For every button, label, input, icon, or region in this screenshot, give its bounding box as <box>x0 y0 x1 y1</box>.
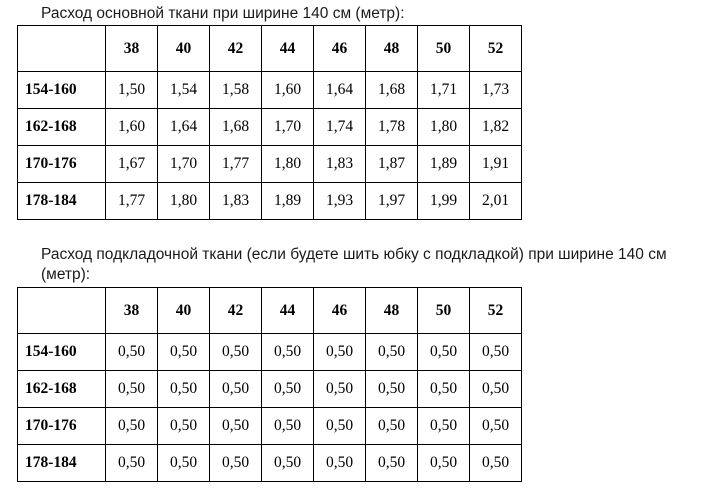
consumption-value-cell: 0,50 <box>158 371 210 408</box>
consumption-value-cell: 0,50 <box>314 445 366 482</box>
consumption-value-cell: 0,50 <box>262 334 314 371</box>
consumption-value-cell: 0,50 <box>314 371 366 408</box>
table-row <box>18 334 522 371</box>
consumption-value-cell: 1,83 <box>210 183 262 220</box>
consumption-value-cell: 1,80 <box>158 183 210 220</box>
consumption-value-cell: 0,50 <box>106 445 158 482</box>
consumption-value-cell: 0,50 <box>366 371 418 408</box>
table-row <box>18 146 522 183</box>
consumption-value-cell: 1,64 <box>158 109 210 146</box>
size-header-cell: 42 <box>210 26 262 72</box>
size-header-cell: 48 <box>366 26 418 72</box>
corner-cell <box>18 288 106 334</box>
consumption-value-cell: 1,58 <box>210 72 262 109</box>
height-range-cell: 178-184 <box>18 445 106 482</box>
size-header-cell: 50 <box>418 26 470 72</box>
size-header-cell: 52 <box>470 288 522 334</box>
consumption-value-cell: 1,97 <box>366 183 418 220</box>
consumption-value-cell: 0,50 <box>158 445 210 482</box>
consumption-value-cell: 1,89 <box>418 146 470 183</box>
consumption-value-cell: 1,77 <box>210 146 262 183</box>
size-header-cell: 50 <box>418 288 470 334</box>
main-fabric-caption: Расход основной ткани при ширине 140 см (метр): <box>41 5 405 22</box>
consumption-value-cell: 1,68 <box>366 72 418 109</box>
consumption-value-cell: 0,50 <box>158 408 210 445</box>
consumption-value-cell: 0,50 <box>418 371 470 408</box>
consumption-value-cell: 0,50 <box>470 334 522 371</box>
height-range-cell: 162-168 <box>18 371 106 408</box>
height-range-cell: 162-168 <box>18 109 106 146</box>
size-header-cell: 48 <box>366 288 418 334</box>
consumption-value-cell: 1,73 <box>470 72 522 109</box>
lining-fabric-table <box>17 287 522 482</box>
size-header-cell: 44 <box>262 26 314 72</box>
main-fabric-table <box>17 25 522 220</box>
consumption-value-cell: 1,89 <box>262 183 314 220</box>
consumption-value-cell: 1,60 <box>106 109 158 146</box>
size-header-cell: 40 <box>158 26 210 72</box>
consumption-value-cell: 0,50 <box>262 408 314 445</box>
consumption-value-cell: 1,77 <box>106 183 158 220</box>
height-range-cell: 154-160 <box>18 334 106 371</box>
consumption-value-cell: 0,50 <box>366 445 418 482</box>
size-header-cell: 46 <box>314 26 366 72</box>
consumption-value-cell: 1,71 <box>418 72 470 109</box>
consumption-value-cell: 0,50 <box>158 334 210 371</box>
consumption-value-cell: 2,01 <box>470 183 522 220</box>
consumption-value-cell: 1,93 <box>314 183 366 220</box>
size-header-cell: 42 <box>210 288 262 334</box>
table-row <box>18 408 522 445</box>
header-row <box>18 288 522 334</box>
consumption-value-cell: 0,50 <box>418 445 470 482</box>
height-range-cell: 170-176 <box>18 408 106 445</box>
height-range-cell: 178-184 <box>18 183 106 220</box>
consumption-value-cell: 0,50 <box>262 445 314 482</box>
consumption-value-cell: 1,70 <box>262 109 314 146</box>
lining-fabric-caption: Расход подкладочной ткани (если будете шить юбку с подкладкой) при ширине 140 см (метр): <box>41 246 667 283</box>
consumption-value-cell: 1,80 <box>262 146 314 183</box>
consumption-value-cell: 1,80 <box>418 109 470 146</box>
consumption-value-cell: 1,87 <box>366 146 418 183</box>
consumption-value-cell: 0,50 <box>314 408 366 445</box>
table-row <box>18 371 522 408</box>
consumption-value-cell: 0,50 <box>210 371 262 408</box>
consumption-value-cell: 1,64 <box>314 72 366 109</box>
consumption-value-cell: 1,60 <box>262 72 314 109</box>
consumption-value-cell: 1,68 <box>210 109 262 146</box>
consumption-value-cell: 0,50 <box>210 445 262 482</box>
table-row <box>18 183 522 220</box>
size-header-cell: 46 <box>314 288 366 334</box>
consumption-value-cell: 1,99 <box>418 183 470 220</box>
table-row <box>18 445 522 482</box>
consumption-value-cell: 0,50 <box>366 334 418 371</box>
consumption-value-cell: 1,78 <box>366 109 418 146</box>
consumption-value-cell: 1,82 <box>470 109 522 146</box>
consumption-value-cell: 1,70 <box>158 146 210 183</box>
consumption-value-cell: 0,50 <box>210 408 262 445</box>
consumption-value-cell: 0,50 <box>470 408 522 445</box>
consumption-value-cell: 0,50 <box>418 408 470 445</box>
corner-cell <box>18 26 106 72</box>
size-header-cell: 38 <box>106 288 158 334</box>
table-row <box>18 109 522 146</box>
consumption-value-cell: 1,91 <box>470 146 522 183</box>
consumption-value-cell: 0,50 <box>106 408 158 445</box>
consumption-value-cell: 0,50 <box>418 334 470 371</box>
header-row <box>18 26 522 72</box>
consumption-value-cell: 1,67 <box>106 146 158 183</box>
consumption-value-cell: 0,50 <box>470 445 522 482</box>
height-range-cell: 170-176 <box>18 146 106 183</box>
consumption-value-cell: 1,50 <box>106 72 158 109</box>
consumption-value-cell: 0,50 <box>470 371 522 408</box>
size-header-cell: 38 <box>106 26 158 72</box>
consumption-value-cell: 0,50 <box>106 334 158 371</box>
consumption-value-cell: 1,54 <box>158 72 210 109</box>
consumption-value-cell: 0,50 <box>314 334 366 371</box>
consumption-value-cell: 1,83 <box>314 146 366 183</box>
consumption-value-cell: 1,74 <box>314 109 366 146</box>
table-row <box>18 72 522 109</box>
consumption-value-cell: 0,50 <box>366 408 418 445</box>
size-header-cell: 44 <box>262 288 314 334</box>
consumption-value-cell: 0,50 <box>210 334 262 371</box>
size-header-cell: 40 <box>158 288 210 334</box>
size-header-cell: 52 <box>470 26 522 72</box>
consumption-value-cell: 0,50 <box>106 371 158 408</box>
height-range-cell: 154-160 <box>18 72 106 109</box>
consumption-value-cell: 0,50 <box>262 371 314 408</box>
